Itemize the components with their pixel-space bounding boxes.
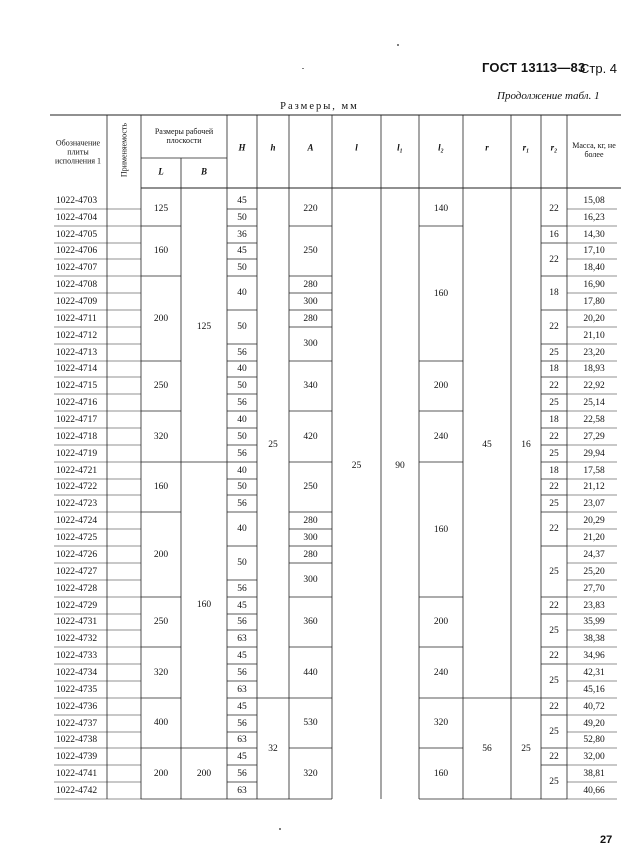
designation-cell: 1022-4708 — [56, 279, 98, 290]
H-value: 45 — [237, 246, 247, 256]
mass-cell: 23,20 — [583, 347, 605, 358]
designation-cell: 1022-4734 — [56, 667, 98, 678]
H-value: 56 — [237, 583, 247, 594]
A-value: 300 — [303, 339, 318, 349]
A-value: 300 — [303, 575, 318, 585]
header-working-plane: Размеры рабочей плоскости — [154, 127, 214, 145]
H-value: 40 — [237, 414, 247, 425]
r2-value: 25 — [549, 448, 559, 459]
l2-value: 320 — [433, 718, 449, 728]
designation-cell: 1022-4721 — [56, 465, 98, 476]
designation-cell: 1022-4709 — [56, 296, 98, 307]
l2-value: 200 — [433, 617, 449, 627]
mass-cell: 16,23 — [583, 212, 605, 223]
designation-cell: 1022-4703 — [56, 195, 98, 206]
mass-cell: 17,58 — [583, 465, 605, 476]
l-value: 25 — [351, 460, 362, 471]
A-value: 360 — [303, 617, 318, 627]
designation-cell: 1022-4733 — [56, 650, 98, 661]
H-value: 50 — [237, 380, 247, 391]
header-applicability: Применяемость — [119, 122, 129, 178]
designation-cell: 1022-4724 — [56, 515, 98, 526]
designation-cell: 1022-4741 — [56, 768, 98, 779]
r2-value: 18 — [549, 414, 559, 425]
r2-value: 25 — [549, 676, 559, 686]
mass-cell: 21,20 — [583, 532, 605, 543]
r2-value: 16 — [549, 229, 559, 240]
H-value: 45 — [237, 600, 247, 611]
mass-cell: 34,96 — [583, 650, 605, 661]
H-value: 56 — [237, 768, 247, 779]
A-value: 340 — [303, 381, 318, 391]
mass-cell: 29,94 — [583, 448, 605, 459]
header-r: r — [485, 142, 489, 153]
L-value: 125 — [153, 204, 169, 214]
mass-cell: 49,20 — [583, 718, 605, 729]
header-H: H — [238, 142, 246, 153]
H-value: 56 — [237, 347, 247, 358]
designation-cell: 1022-4715 — [56, 380, 98, 391]
L-value: 250 — [153, 617, 169, 627]
H-value: 36 — [237, 229, 247, 240]
l2-value: 200 — [433, 381, 449, 391]
L-value: 200 — [153, 549, 169, 560]
designation-cell: 1022-4718 — [56, 431, 98, 442]
r2-value: 22 — [549, 322, 559, 332]
r2-value: 18 — [549, 364, 559, 374]
H-value: 56 — [237, 617, 247, 627]
mass-cell: 38,38 — [583, 633, 605, 644]
H-value: 56 — [237, 667, 247, 678]
designation-cell: 1022-4731 — [56, 617, 98, 627]
H-value: 45 — [237, 701, 247, 712]
designation-cell: 1022-4732 — [56, 633, 98, 644]
r2-value: 25 — [549, 777, 559, 787]
mass-cell: 40,72 — [583, 701, 605, 712]
header-l2: l₂ — [438, 142, 444, 153]
H-value: 45 — [237, 195, 247, 206]
designation-cell: 1022-4742 — [56, 785, 98, 796]
l2-value: 140 — [433, 204, 449, 214]
A-value: 280 — [303, 515, 318, 526]
H-value: 40 — [237, 364, 247, 374]
designation-cell: 1022-4714 — [56, 364, 98, 374]
H-value: 40 — [237, 465, 247, 476]
header-mass: Масса, кг, не более — [572, 141, 616, 159]
page-label: Стр. 4 — [580, 61, 618, 76]
r2-value: 25 — [549, 347, 559, 358]
l2-value: 160 — [433, 524, 449, 535]
r-value: 45 — [482, 440, 492, 450]
header-B: B — [200, 166, 208, 177]
designation-cell: 1022-4729 — [56, 600, 98, 611]
mass-cell: 16,90 — [583, 279, 605, 290]
header-designation: Обозначение плиты исполнения 1 — [54, 138, 102, 166]
designation-cell: 1022-4728 — [56, 583, 98, 594]
r2-value: 25 — [549, 397, 559, 408]
L-value: 320 — [153, 431, 169, 442]
r2-value: 22 — [549, 650, 559, 661]
scan-speck — [397, 44, 399, 46]
A-value: 220 — [303, 204, 318, 214]
A-value: 250 — [303, 482, 318, 492]
L-value: 200 — [153, 313, 169, 324]
scan-speck — [279, 828, 281, 830]
designation-cell: 1022-4725 — [56, 532, 98, 543]
r2-value: 22 — [549, 701, 559, 712]
designation-cell: 1022-4717 — [56, 414, 98, 425]
designation-cell: 1022-4737 — [56, 718, 98, 729]
mass-cell: 17,80 — [583, 296, 605, 307]
mass-cell: 38,81 — [583, 768, 605, 779]
A-value: 420 — [303, 431, 318, 442]
r1-value: 25 — [521, 743, 531, 754]
B-value: 160 — [196, 600, 212, 610]
r1-value: 16 — [521, 440, 531, 450]
mass-cell: 20,29 — [583, 515, 605, 526]
H-value: 40 — [237, 524, 247, 534]
L-value: 400 — [153, 718, 169, 728]
mass-cell: 23,07 — [583, 498, 605, 509]
r2-value: 22 — [549, 482, 559, 492]
H-value: 63 — [237, 735, 247, 745]
L-value: 160 — [153, 482, 169, 492]
mass-cell: 40,66 — [583, 785, 605, 796]
A-value: 280 — [303, 549, 318, 560]
r2-value: 22 — [549, 431, 559, 442]
mass-cell: 15,08 — [583, 195, 605, 206]
B-value: 125 — [196, 322, 212, 332]
mass-cell: 22,58 — [583, 414, 605, 425]
mass-cell: 42,31 — [583, 667, 605, 678]
mass-cell: 24,37 — [583, 549, 605, 560]
designation-cell: 1022-4719 — [56, 448, 98, 459]
r2-value: 25 — [549, 726, 559, 737]
H-value: 56 — [237, 498, 247, 509]
B-value: 200 — [196, 768, 212, 779]
A-value: 320 — [303, 768, 318, 779]
r2-value: 25 — [549, 625, 559, 636]
L-value: 160 — [153, 246, 169, 256]
designation-cell: 1022-4711 — [56, 313, 97, 324]
l1-value: 90 — [395, 460, 405, 471]
H-value: 50 — [237, 212, 247, 223]
H-value: 45 — [237, 751, 247, 762]
h-value: 25 — [268, 440, 278, 450]
mass-cell: 21,10 — [583, 330, 605, 341]
A-value: 530 — [303, 718, 318, 728]
A-value: 250 — [303, 246, 318, 256]
H-value: 56 — [237, 718, 247, 729]
A-value: 280 — [303, 279, 318, 290]
r2-value: 22 — [549, 600, 559, 611]
r2-value: 22 — [549, 254, 559, 265]
mass-cell: 18,93 — [583, 364, 605, 374]
H-value: 56 — [237, 448, 247, 459]
L-value: 250 — [153, 381, 169, 391]
A-value: 300 — [303, 532, 318, 543]
mass-cell: 27,70 — [583, 583, 605, 594]
designation-cell: 1022-4736 — [56, 701, 98, 712]
designation-cell: 1022-4716 — [56, 397, 98, 408]
H-value: 50 — [237, 262, 247, 273]
H-value: 63 — [237, 684, 247, 695]
mass-cell: 32,00 — [583, 751, 605, 762]
header-l1: l₁ — [397, 142, 403, 153]
designation-cell: 1022-4727 — [56, 566, 98, 577]
designation-cell: 1022-4723 — [56, 498, 98, 509]
header-L: L — [158, 166, 164, 177]
l2-value: 240 — [433, 431, 449, 442]
mass-cell: 21,12 — [583, 482, 605, 492]
mass-cell: 25,20 — [583, 566, 605, 577]
r2-value: 25 — [549, 566, 559, 577]
mass-cell: 23,83 — [583, 600, 605, 611]
r2-value: 22 — [549, 204, 559, 214]
L-value: 320 — [153, 667, 169, 678]
r2-value: 22 — [549, 380, 559, 391]
H-value: 50 — [237, 558, 247, 568]
L-value: 200 — [153, 768, 169, 779]
mass-cell: 27,29 — [583, 431, 605, 442]
h-value: 32 — [268, 743, 278, 754]
A-value: 440 — [303, 667, 318, 678]
r2-value: 22 — [549, 751, 559, 762]
designation-cell: 1022-4705 — [56, 229, 98, 240]
designation-cell: 1022-4738 — [56, 735, 98, 745]
mass-cell: 22,92 — [583, 380, 605, 391]
mass-cell: 52,80 — [583, 735, 605, 745]
header-l: l — [355, 142, 358, 153]
header-r2: r₂ — [550, 142, 558, 153]
mass-cell: 45,16 — [583, 684, 605, 695]
r2-value: 25 — [549, 498, 559, 509]
l2-value: 240 — [433, 667, 449, 678]
scan-speck — [302, 68, 304, 69]
mass-cell: 18,40 — [583, 262, 605, 273]
header-r1: r₁ — [522, 142, 530, 153]
designation-cell: 1022-4706 — [56, 246, 98, 256]
designation-cell: 1022-4739 — [56, 751, 98, 762]
designation-cell: 1022-4722 — [56, 482, 98, 492]
mass-cell: 20,20 — [583, 313, 605, 324]
page-number: 27 — [600, 834, 613, 846]
r2-value: 18 — [549, 465, 559, 476]
H-value: 50 — [237, 431, 247, 442]
r-value: 56 — [482, 743, 492, 754]
mass-cell: 25,14 — [583, 397, 605, 408]
header-A: A — [307, 142, 314, 153]
table-continuation-note: Продолжение табл. 1 — [497, 90, 600, 102]
H-value: 50 — [237, 322, 247, 332]
H-value: 50 — [237, 482, 247, 492]
A-value: 300 — [303, 296, 318, 307]
r2-value: 18 — [549, 288, 559, 298]
l2-value: 160 — [433, 288, 449, 299]
dimensions-title: Размеры, мм — [280, 101, 359, 112]
designation-cell: 1022-4735 — [56, 684, 98, 695]
designation-cell: 1022-4713 — [56, 347, 98, 358]
document-code: ГОСТ 13113—83 — [482, 60, 586, 75]
A-value: 280 — [303, 313, 318, 324]
H-value: 45 — [237, 650, 247, 661]
r2-value: 22 — [549, 524, 559, 534]
header-h: h — [270, 142, 276, 153]
mass-cell: 35,99 — [583, 617, 605, 627]
H-value: 40 — [237, 288, 247, 298]
designation-cell: 1022-4704 — [56, 212, 98, 223]
H-value: 63 — [237, 633, 247, 644]
designation-cell: 1022-4726 — [56, 549, 98, 560]
l2-value: 160 — [433, 768, 449, 779]
designation-cell: 1022-4712 — [56, 330, 98, 341]
H-value: 63 — [237, 785, 247, 796]
H-value: 56 — [237, 397, 247, 408]
mass-cell: 17,10 — [583, 246, 605, 256]
mass-cell: 14,30 — [583, 229, 605, 240]
designation-cell: 1022-4707 — [56, 262, 98, 273]
